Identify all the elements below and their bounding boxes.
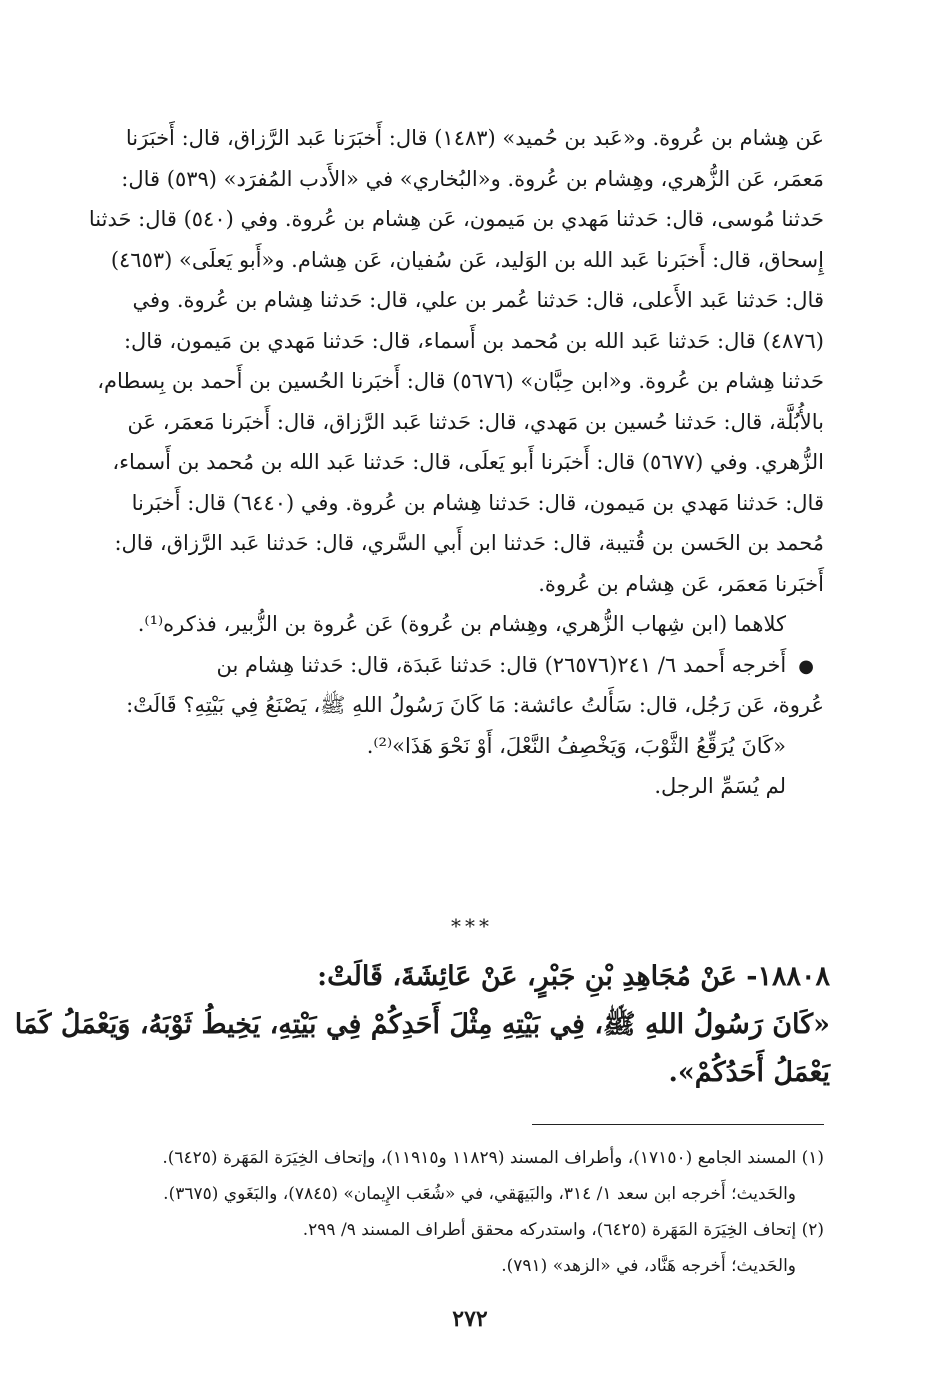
footnote-divider	[532, 1124, 824, 1125]
footnote-line: والحَديث؛ أَخرجه ابن سعد ١/ ٣١٤، والبَيهَقي، في «شُعَب الإِيمان» (٧٨٤٥)، والبَغَوي (٣٦٧٥).	[163, 1184, 796, 1204]
text-line: إِسحاق، قال: أَخبَرنا عَبد الله بن الوَليد، عَن سُفيان، عَن هِشام. و«أَبو يَعلَى» (٤٦٥٣)	[110, 247, 824, 272]
footnote-line: (١) المسند الجامع (١٧١٥٠)، وأطراف المسند (١١٨٢٩ و١١٩١٥)، وإتحاف الخِيَرَة المَهَرة (٦٤٢٥).	[162, 1148, 824, 1168]
text-line: مُحمد بن الحَسن بن قُتيبة، قال: حَدثنا ابن أَبي السَّري، قال: حَدثنا عَبد الرَّزاق، قال:	[114, 531, 824, 555]
footnotes	[110, 1140, 824, 1284]
text-line: أَخبَرنا مَعمَر، عَن هِشام بن عُروة.	[538, 571, 824, 596]
text-line: بالأُبُلَّة، قال: حَدثنا حُسين بن مَهدي، قال: حَدثنا عَبد الرَّزاق، قال: أَخبَرنا مَعمَر، عَن	[127, 409, 824, 434]
footnote-line: والحَديث؛ أَخرجه هَنَّاد، في «الزهد» (٧٩١).	[501, 1256, 796, 1276]
both-narrators-line: كلاهما (ابن شِهاب الزُّهري، وهِشام بن عُروة) عَن عُروة بن الزُّبير، فذكره⁽¹⁾.	[137, 612, 786, 636]
text-line: قال: حَدثنا مَهدي بن مَيمون، قال: حَدثنا هِشام بن عُروة. وفي (٦٤٤٠) قال: أَخبَرنا	[131, 490, 824, 515]
text-line: الزُّهري. وفي (٥٦٧٧) قال: أَخبَرنا أَبو يَعلَى، قال: حَدثنا عَبد الله بن مُحمد بن أَسماء،	[112, 450, 824, 474]
main-text	[88, 118, 824, 807]
text-line: حَدثنا مُوسى، قال: حَدثنا مَهدي بن مَيمون، عَن هِشام بن عُروة. وفي (٥٤٠) قال: حَدثنا	[88, 207, 824, 231]
unnamed-man-note: لم يُسَمِّ الرجل.	[654, 774, 786, 798]
takhrij-quote-line: «كَانَ يُرَقِّعُ الثَّوْبَ، وَيَخْصِفُ النَّعْلَ، أَوْ نَحْوَ هَذَا»⁽²⁾.	[366, 733, 786, 758]
text-line: مَعمَر، عَن الزُّهري، وهِشام بن عُروة. و«البُخاري» في «الأَدب المُفرَد» (٥٣٩) قال:	[121, 166, 824, 191]
section-separator: ***	[451, 914, 493, 938]
takhrij-text: أَخرجه أَحمد ٦/ ٢٤١(٢٦٥٧٦) قال: حَدثنا عَبدَة، قال: حَدثنا هِشام بن	[216, 652, 787, 677]
text-line: (٤٨٧٦) قال: حَدثنا عَبد الله بن مُحمد بن أَسماء، قال: حَدثنا مَهدي بن مَيمون، قال:	[123, 328, 824, 353]
takhrij-line: عُروة، عَن رَجُل، قال: سَأَلتُ عائشة: مَا كَانَ رَسُولُ اللهِ ﷺ، يَصْنَعُ فِي بَيْتِهِ؟ قَالَتْ:	[126, 693, 824, 717]
hadith-block	[14, 953, 830, 1097]
footnote-line: (٢) إتحاف الخِيَرَة المَهَرة (٦٤٢٥)، واستدركه محقق أطراف المسند ٩/ ٢٩٩.	[302, 1220, 824, 1240]
hadith-text-line: «كَانَ رَسُولُ اللهِ ﷺ، فِي بَيْتِهِ مِثْلَ أَحَدِكُمْ فِي بَيْتِهِ، يَخِيطُ ثَوْبَهُ، وَيَعْمَلُ كَمَا	[14, 1009, 830, 1040]
page-number: ٢٧٢	[452, 1306, 488, 1332]
bullet-icon: ●	[798, 655, 814, 677]
hadith-text-line: يَعْمَلُ أَحَدُكُمْ».	[668, 1057, 830, 1088]
takhrij-first-line	[120, 645, 824, 686]
hadith-header-line: ١٨٨٠٨- عَنْ مُجَاهِدِ بْنِ جَبْرٍ، عَنْ عَائِشَةَ، قَالَتْ:	[317, 961, 830, 992]
text-line: قال: حَدثنا عَبد الأَعلى، قال: حَدثنا عُمر بن علي، قال: حَدثنا هِشام بن عُروة. وفي	[132, 288, 824, 312]
text-line: عَن هِشام بن عُروة. و«عَبد بن حُميد» (١٤٨٣) قال: أَخبَرَنا عَبد الرَّزاق، قال: أَخبَرَنا	[125, 126, 824, 150]
text-line: حَدثنا هِشام بن عُروة. و«ابن حِبَّان» (٥٦٧٦) قال: أَخبَرنا الحُسين بن أَحمد بن بِسطام،	[97, 369, 824, 393]
